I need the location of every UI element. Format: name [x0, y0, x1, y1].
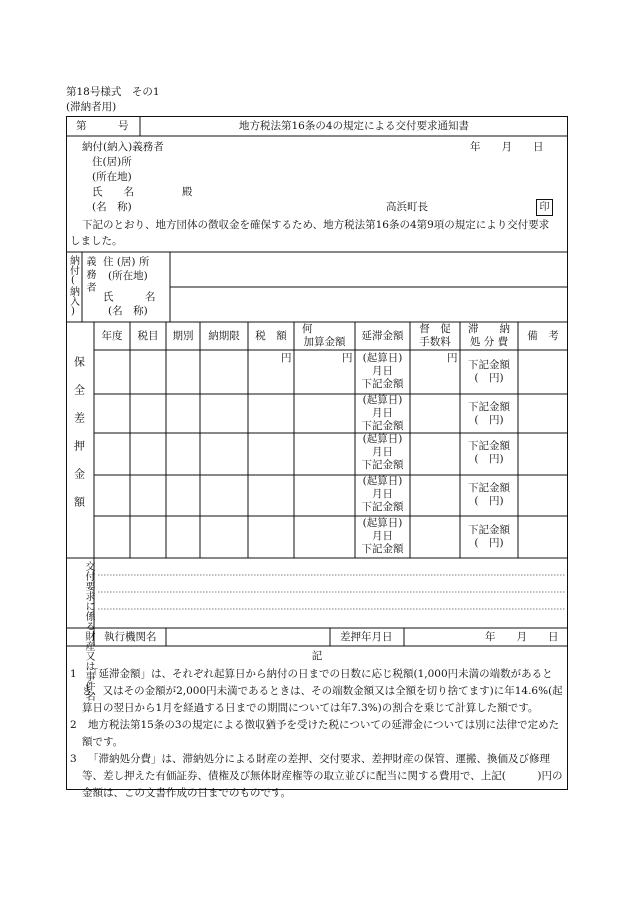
delinquency-start-label: (起算日)	[362, 394, 403, 406]
disposition-yen: ( 円)	[474, 414, 504, 426]
obligor-label: 納付(納入)義務者	[82, 141, 164, 153]
delinquency-start-label: (起算日)	[362, 517, 403, 529]
location-label: (所在地)	[92, 171, 132, 183]
obligor-corp-name-label: (名 称)	[108, 305, 148, 317]
delinquency-start-label: (起算日)	[362, 475, 403, 487]
table-row	[355, 394, 410, 433]
col-header-remarks: 備 考	[527, 330, 559, 342]
col-header-tax-amount: 税 額	[255, 330, 287, 342]
note-text: 地方税法第15条の3の規定による徴収猶予を受けた税についての延滞金については別に法律で定めた額です。	[82, 719, 560, 748]
obligor-side-label-b: 義務者	[84, 256, 95, 295]
yen-unit-tax: 円	[281, 352, 292, 364]
col-header-tax-item: 税目	[137, 330, 159, 342]
disposition-below-amount: 下記金額	[468, 524, 510, 536]
disposition-below-amount: 下記金額	[468, 401, 510, 413]
disposition-cell	[460, 524, 518, 550]
note-item-1	[70, 666, 568, 717]
obligor-name-label: 氏 名	[103, 291, 156, 303]
delinquency-month-day: 月日	[372, 446, 393, 458]
document-number-label: 第 号	[76, 120, 129, 132]
disposition-below-amount: 下記金額	[468, 440, 510, 452]
col-header-additional-bottom: 加算金額	[303, 336, 346, 348]
col-header-year: 年度	[101, 330, 123, 342]
table-row	[355, 517, 410, 556]
disposition-cell	[460, 482, 518, 508]
obligor-side-label-a: 納付(納入)	[67, 255, 79, 317]
col-header-delinquency: 延滞金額	[361, 330, 404, 342]
delinquency-month-day: 月日	[372, 365, 393, 377]
note-item-2	[70, 717, 568, 751]
note-number: 1	[70, 668, 77, 680]
table-row	[355, 352, 410, 391]
delinquency-month-day: 月日	[372, 488, 393, 500]
preservation-seizure-side-label: 保全差押金額	[72, 356, 86, 524]
disposition-yen: ( 円)	[474, 372, 504, 384]
intro-line-1: 下記のとおり、地方団体の徴収金を確保するため、地方税法第16条の4第9項の規定により交付要求	[82, 219, 550, 231]
executing-agency-label: 執行機関名	[104, 631, 157, 643]
name-label: 氏 名	[92, 186, 134, 198]
note-text: 「滞納処分費」は、滞納処分による財産の差押、交付要求、差押財産の保管、運搬、換価及び修理等、差し押えた有価証券、債権及び無体財産権等の取立並びに配当に関する費用で、上記( )円の金額は、この文書作成の日までのものです。	[82, 753, 563, 799]
disposition-cell	[460, 401, 518, 427]
col-header-disposition-bottom: 処 分 費	[469, 336, 509, 348]
note-item-3	[70, 751, 568, 802]
disposition-below-amount: 下記金額	[468, 359, 510, 371]
disposition-cell	[460, 359, 518, 385]
delinquency-below-amount: 下記金額	[361, 543, 404, 555]
disposition-cell	[460, 440, 518, 466]
delinquency-below-amount: 下記金額	[361, 459, 404, 471]
property-side-label: 交付要求に係る財産又は事件名	[83, 561, 94, 701]
corp-name-label: (名 称)	[92, 201, 132, 213]
delinquency-start-label: (起算日)	[362, 352, 403, 364]
honorific: 殿	[182, 186, 193, 198]
table-row	[355, 475, 410, 514]
form-subtitle: (滞納者用)	[66, 101, 117, 113]
delinquency-start-label: (起算日)	[362, 433, 403, 445]
seal-stamp: 印	[536, 199, 553, 216]
col-header-disposition-top: 滞 納	[468, 323, 510, 335]
delinquency-month-day: 月日	[372, 530, 393, 542]
seizure-date-label: 差押年月日	[340, 631, 393, 643]
col-header-additional-top: 何	[302, 323, 313, 335]
issue-date: 年 月 日	[470, 141, 544, 153]
obligor-location-label: (所在地)	[108, 270, 148, 282]
intro-line-2: しました。	[70, 235, 123, 247]
address-label: 住(居)所	[92, 156, 132, 168]
obligor-address-label: 住 (居) 所	[103, 256, 150, 268]
yen-unit-fee: 円	[447, 352, 458, 364]
delinquency-below-amount: 下記金額	[361, 420, 404, 432]
disposition-yen: ( 円)	[474, 453, 504, 465]
notes-heading: 記	[311, 650, 323, 662]
table-row	[355, 433, 410, 472]
delinquency-below-amount: 下記金額	[361, 378, 404, 390]
seizure-date: 年 月 日	[485, 631, 559, 643]
note-number: 2	[70, 719, 77, 731]
disposition-yen: ( 円)	[474, 537, 504, 549]
col-header-period: 期別	[172, 330, 194, 342]
issuer-mayor: 高浜町長	[386, 201, 428, 213]
disposition-yen: ( 円)	[474, 495, 504, 507]
delinquency-below-amount: 下記金額	[361, 501, 404, 513]
disposition-below-amount: 下記金額	[468, 482, 510, 494]
col-header-due-date: 納期限	[208, 330, 240, 342]
note-text: 「延滞金額」は、それぞれ起算日から納付の日までの日数に応じ税額(1,000円未満の端数があるとき、又はその金額が2,000円未満であるときは、その端数金額又は全額を切り捨てます)に年14.6%(起算日の翌日から1月を経過する日までの期間については年7.3%)の割合を乗じて計算した額です。	[82, 668, 563, 714]
col-header-fee-top: 督 促	[419, 323, 451, 335]
document-title: 地方税法第16条の4の規定による交付要求通知書	[238, 120, 470, 132]
yen-unit-additional: 円	[342, 352, 353, 364]
form-number: 第18号様式 その1	[66, 86, 160, 98]
note-number: 3	[70, 753, 77, 765]
delinquency-month-day: 月日	[372, 407, 393, 419]
col-header-fee-bottom: 手数料	[419, 336, 451, 348]
